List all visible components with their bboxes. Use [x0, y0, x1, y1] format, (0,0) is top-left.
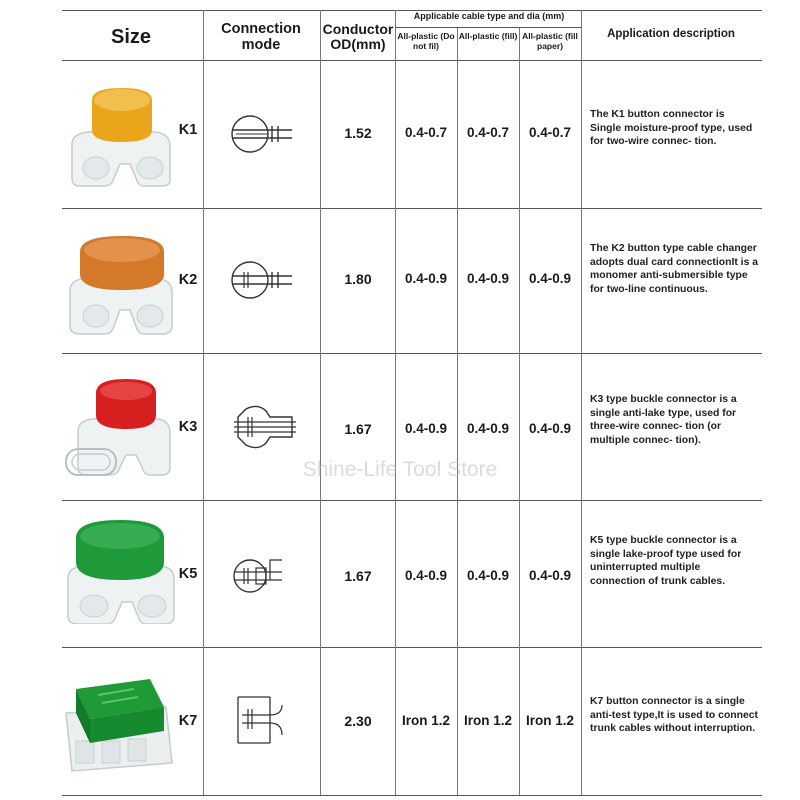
k3-connection-mode-diagram [222, 397, 302, 457]
k2-connector-photo [58, 226, 178, 336]
table-row-k5 [0, 500, 800, 647]
dia-all-plastic-fill-paper: 0.4-0.9 [528, 271, 572, 286]
dia-all-plastic-no-fill: 0.4-0.9 [404, 421, 448, 436]
dia-all-plastic-no-fill: 0.4-0.9 [404, 568, 448, 583]
header-all-plastic-fill-paper: All-plastic (fill paper) [522, 31, 578, 52]
store-watermark: Shine-Life Tool Store [302, 458, 498, 481]
k3-connector-photo [58, 371, 178, 481]
header-conductor-od: Conductor OD(mm) [322, 21, 394, 53]
table-row-k2 [0, 208, 800, 353]
header-all-plastic-fill: All-plastic (fill) [458, 31, 518, 41]
table-bottom-border [62, 795, 762, 796]
dia-all-plastic-no-fill: 0.4-0.9 [404, 271, 448, 286]
size-code: K7 [178, 713, 198, 729]
table-row-k1 [0, 60, 800, 208]
header-application-description: Application description [607, 28, 735, 40]
k5-connector-photo [58, 514, 178, 624]
dia-all-plastic-fill: 0.4-0.9 [466, 568, 510, 583]
application-description: K7 button connector is a single anti-test type,It is used to connect trunk cables without interruption. [590, 696, 759, 735]
k7-connection-mode-diagram [222, 689, 302, 749]
header-connection-mode: Connection mode [221, 21, 301, 53]
k1-connector-photo [58, 78, 178, 188]
dia-all-plastic-fill-paper: 0.4-0.9 [528, 568, 572, 583]
header-cable-type-group: Applicable cable type and dia (mm) [413, 11, 565, 21]
dia-all-plastic-fill-paper: 0.4-0.9 [528, 421, 572, 436]
dia-all-plastic-fill: Iron 1.2 [463, 713, 512, 728]
dia-all-plastic-no-fill: 0.4-0.7 [404, 125, 448, 140]
conductor-od-value: 2.30 [344, 713, 372, 729]
dia-all-plastic-fill-paper: 0.4-0.7 [528, 125, 572, 140]
size-code: K2 [178, 272, 198, 288]
k1-connection-mode-diagram [222, 104, 302, 164]
table-row-k3 [0, 353, 800, 500]
k5-connection-mode-diagram [222, 544, 302, 604]
k2-connection-mode-diagram [222, 250, 302, 310]
size-code: K1 [178, 122, 198, 138]
header-size: Size [110, 26, 152, 48]
dia-all-plastic-no-fill: Iron 1.2 [401, 713, 450, 728]
application-description: The K2 button type cable changer adopts dual card connectionIt is a monomer anti-submersible type for two-line continuous. [590, 243, 759, 295]
size-code: K3 [178, 419, 198, 435]
dia-all-plastic-fill: 0.4-0.9 [466, 271, 510, 286]
application-description: K3 type buckle connector is a single anti-lake type, used for three-wire connec- tion (or multiple connec- tion). [590, 394, 737, 446]
table-row-k7 [0, 647, 800, 795]
header-all-plastic-no-fill: All-plastic (Do not fil) [397, 31, 455, 52]
size-code: K5 [178, 566, 198, 582]
conductor-od-value: 1.67 [344, 421, 372, 437]
group-header-divider [395, 27, 581, 28]
application-description: K5 type buckle connector is a single lake-proof type used for uninterrupted multiple connection of trunk cables. [590, 535, 742, 587]
conductor-od-value: 1.67 [344, 568, 372, 584]
application-description: The K1 button connector is Single moisture-proof type, used for two-wire connec- tion. [590, 109, 753, 148]
k7-connector-photo [58, 667, 178, 777]
conductor-od-value: 1.52 [344, 125, 372, 141]
table-top-border [62, 10, 762, 11]
dia-all-plastic-fill: 0.4-0.9 [466, 421, 510, 436]
conductor-od-value: 1.80 [344, 271, 372, 287]
dia-all-plastic-fill-paper: Iron 1.2 [525, 713, 574, 728]
dia-all-plastic-fill: 0.4-0.7 [466, 125, 510, 140]
